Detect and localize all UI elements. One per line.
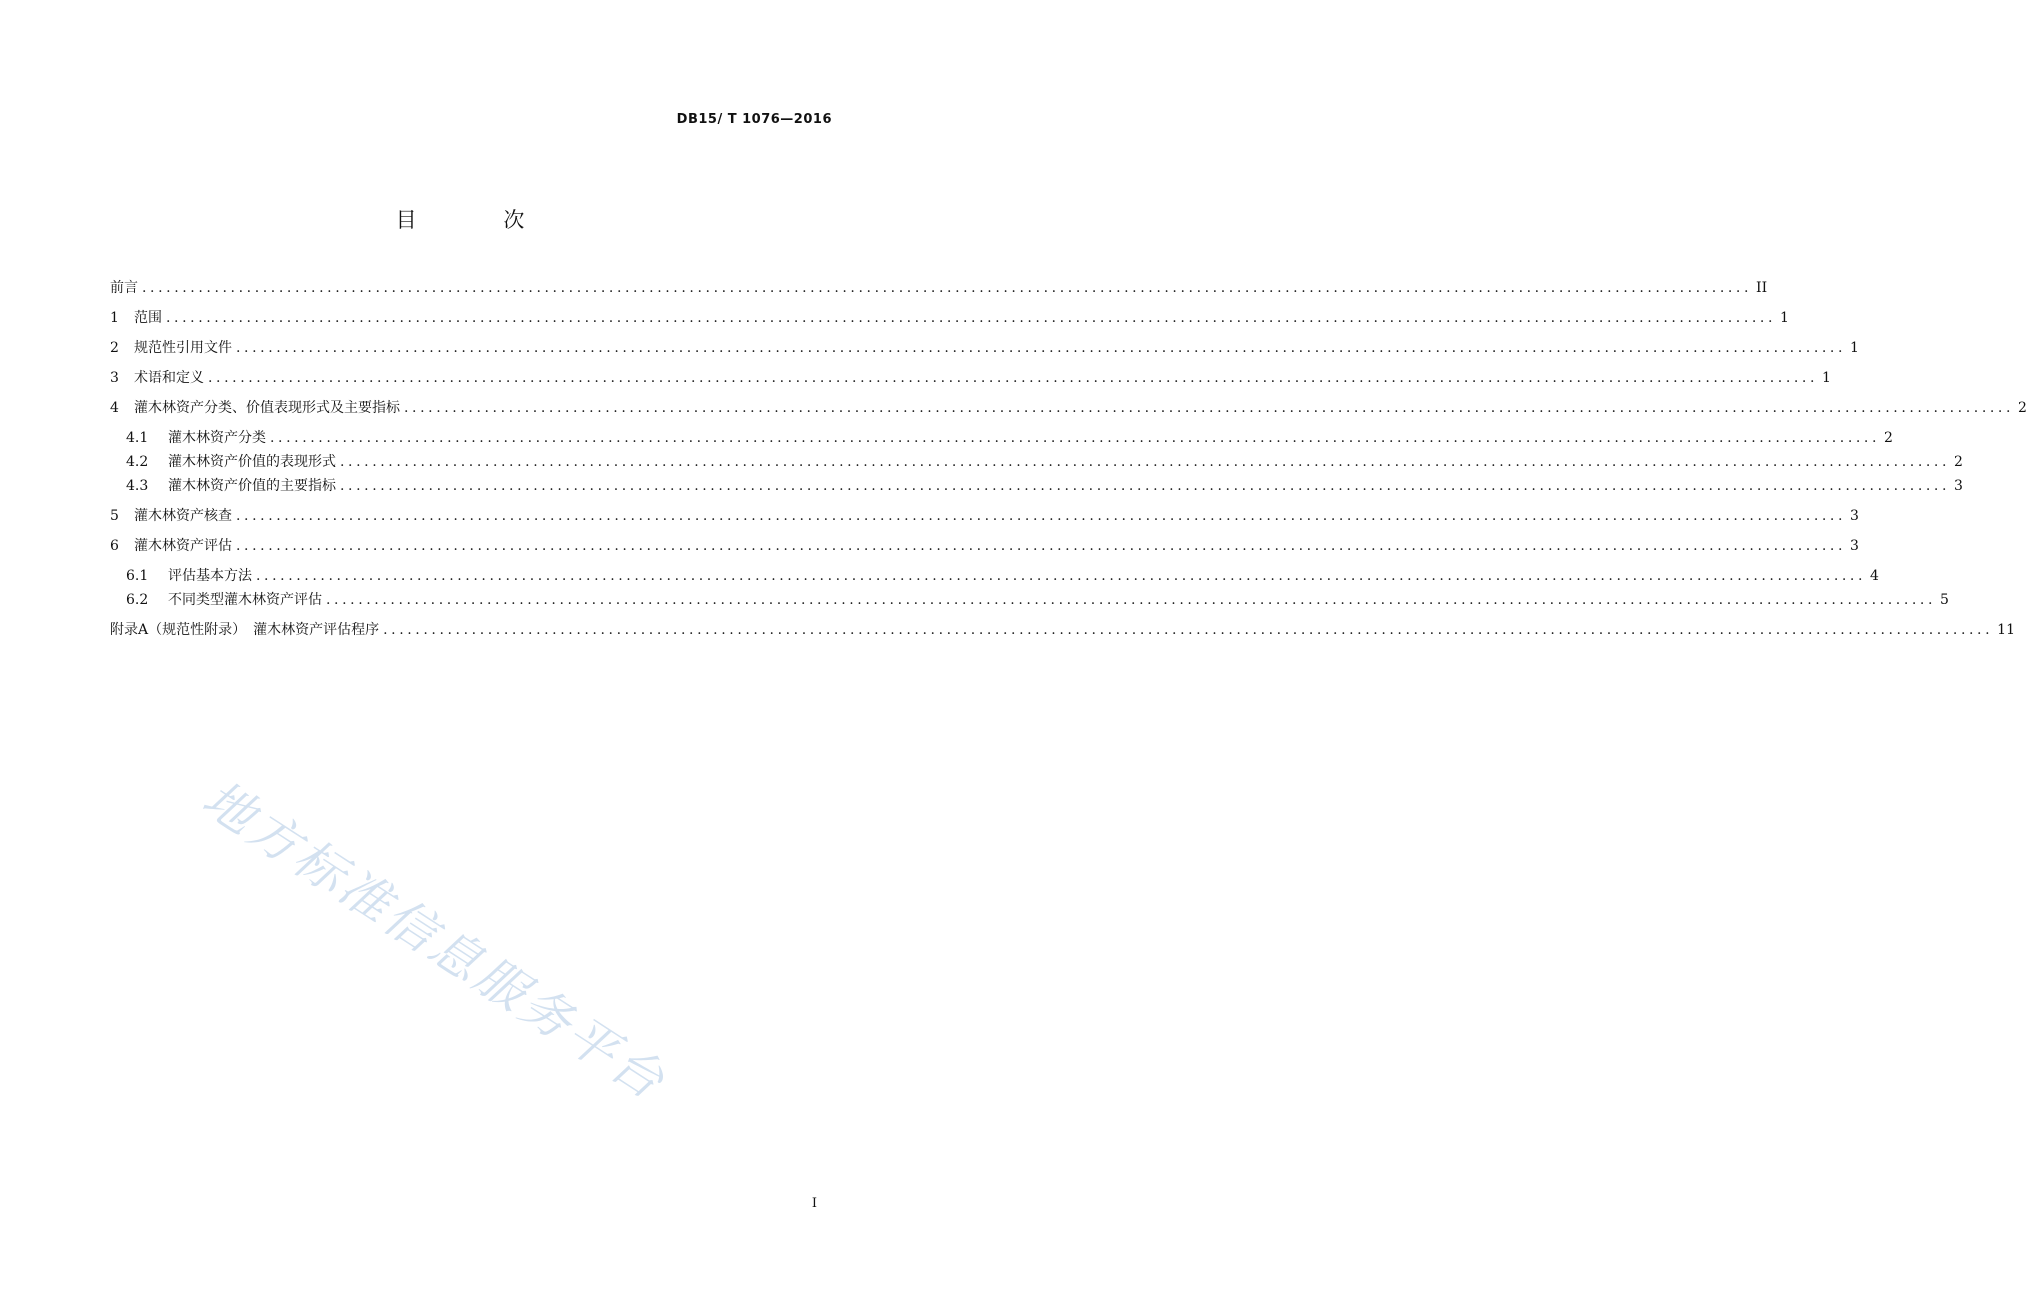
toc-entry-4[interactable] — [110, 398, 2027, 418]
toc-entry-number: 6 — [110, 538, 119, 554]
toc-entry-number: 6.1 — [126, 568, 149, 584]
toc-entry-appendix-a[interactable] — [110, 620, 2015, 640]
toc-entry-foreword[interactable] — [110, 278, 1768, 298]
toc-entry-title: 不同类型灌木林资产评估 — [168, 592, 322, 608]
toc-entry-number: 4.2 — [126, 454, 149, 470]
toc-entry-title: 前言 — [110, 280, 138, 296]
toc-entry-number: 4 — [110, 400, 119, 416]
toc-dot-leader: ........................................................................................................................................................................................................ — [404, 400, 2015, 416]
toc-title: 目 次 — [395, 208, 565, 232]
toc-dot-leader: ........................................................................................................................................................................................................ — [208, 370, 1819, 386]
toc-entry-page: 1 — [1780, 310, 1789, 326]
toc-dot-leader: ........................................................................................................................................................................................................ — [340, 454, 1951, 470]
toc-entry-number: 6.2 — [126, 592, 149, 608]
toc-entry-title: 术语和定义 — [134, 370, 204, 386]
toc-entry-number: 1 — [110, 310, 119, 326]
toc-entry-title: 灌木林资产价值的主要指标 — [168, 478, 336, 494]
toc-dot-leader: ........................................................................................................................................................................................................ — [340, 478, 1951, 494]
toc-entry-title: 范围 — [134, 310, 162, 326]
toc-dot-leader: ........................................................................................................................................................................................................ — [236, 340, 1847, 356]
toc-dot-leader: ........................................................................................................................................................................................................ — [270, 430, 1881, 446]
toc-entry-5[interactable] — [110, 506, 1859, 526]
toc-entry-3[interactable] — [110, 368, 1831, 388]
toc-entry-4-2[interactable] — [126, 452, 1963, 472]
toc-entry-page: 2 — [1884, 430, 1893, 446]
toc-entry-title: 规范性引用文件 — [134, 340, 232, 356]
toc-dot-leader: ........................................................................................................................................................................................................ — [256, 568, 1867, 584]
toc-entry-page: 1 — [1822, 370, 1831, 386]
toc-entry-number: 3 — [110, 370, 119, 386]
toc-entry-title: 附录A（规范性附录） 灌木林资产评估程序 — [110, 622, 380, 638]
document-code: DB15/ T 1076—2016 — [676, 112, 832, 127]
toc-entry-title: 灌木林资产分类、价值表现形式及主要指标 — [134, 400, 400, 416]
toc-entry-page: 2 — [1954, 454, 1963, 470]
toc-entry-title: 灌木林资产价值的表现形式 — [168, 454, 336, 470]
toc-entry-title: 灌木林资产评估 — [134, 538, 232, 554]
toc-entry-page: 3 — [1850, 538, 1859, 554]
toc-dot-leader: ........................................................................................................................................................................................................ — [166, 310, 1777, 326]
toc-entry-number: 5 — [110, 508, 119, 524]
toc-entry-6-1[interactable] — [126, 566, 1879, 586]
toc-dot-leader: ........................................................................................................................................................................................................ — [236, 508, 1847, 524]
toc-entry-page: 11 — [1997, 622, 2015, 638]
toc-entry-6[interactable] — [110, 536, 1859, 556]
toc-entry-title: 灌木林资产分类 — [168, 430, 266, 446]
toc-entry-page: 5 — [1940, 592, 1949, 608]
toc-entry-page: II — [1756, 280, 1768, 296]
toc-entry-4-3[interactable] — [126, 476, 1963, 496]
toc-entry-number: 2 — [110, 340, 119, 356]
toc-dot-leader: ........................................................................................................................................................................................................ — [142, 280, 1753, 296]
toc-entry-4-1[interactable] — [126, 428, 1893, 448]
page-number: I — [811, 1196, 817, 1211]
toc-entry-title: 评估基本方法 — [168, 568, 252, 584]
toc-dot-leader: ........................................................................................................................................................................................................ — [326, 592, 1937, 608]
toc-entry-page: 2 — [2018, 400, 2027, 416]
toc-entry-number: 4.3 — [126, 478, 149, 494]
toc-entry-page: 4 — [1870, 568, 1879, 584]
watermark: 地方标准信息服务平台 — [192, 769, 677, 1112]
toc-entry-2[interactable] — [110, 338, 1859, 358]
toc-entry-title: 灌木林资产核查 — [134, 508, 232, 524]
toc-entry-page: 1 — [1850, 340, 1859, 356]
toc-entry-number: 4.1 — [126, 430, 149, 446]
toc-entry-page: 3 — [1954, 478, 1963, 494]
toc-entry-page: 3 — [1850, 508, 1859, 524]
toc-dot-leader: ........................................................................................................................................................................................................ — [236, 538, 1847, 554]
toc-entry-6-2[interactable] — [126, 590, 1949, 610]
toc-entry-1[interactable] — [110, 308, 1789, 328]
toc-dot-leader: ........................................................................................................................................................................................................ — [383, 622, 1994, 638]
